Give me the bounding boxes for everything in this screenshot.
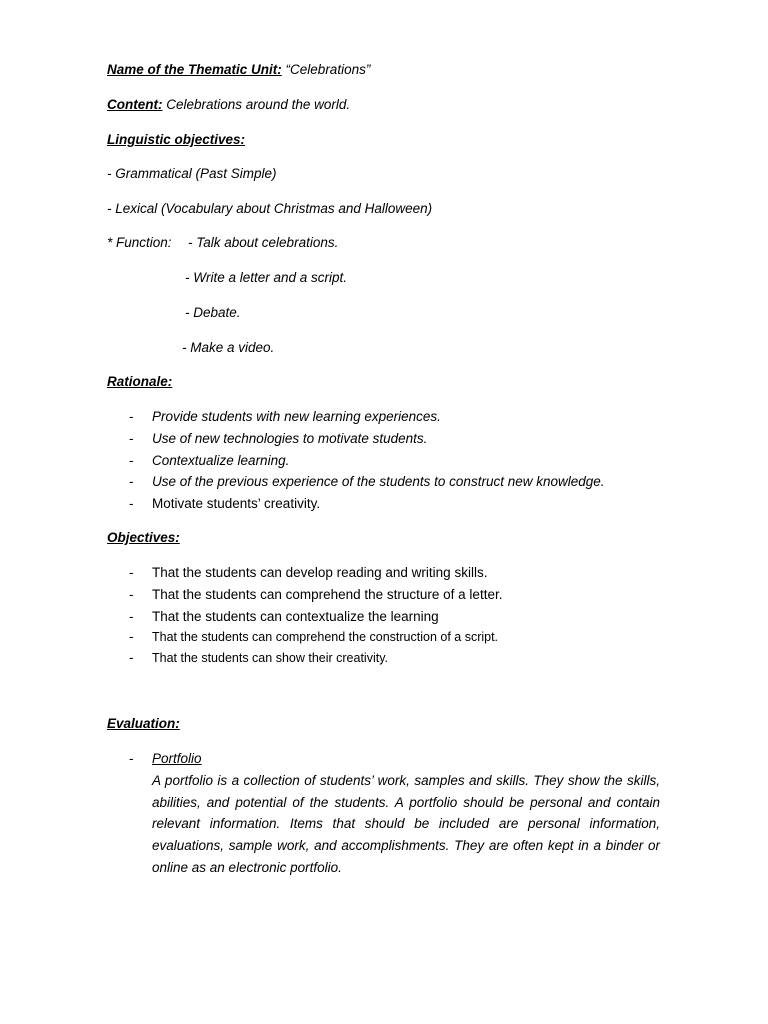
- objective-item: That the students can comprehend the structure of a letter.: [152, 587, 503, 602]
- rationale-item: Contextualize learning.: [152, 453, 290, 468]
- rationale-item: Use of the previous experience of the students to construct new knowledge.: [152, 474, 605, 489]
- list-bullet: -: [129, 474, 134, 489]
- objectives-heading: Objectives:: [107, 530, 180, 545]
- function-label: * Function:: [107, 235, 172, 250]
- list-bullet: -: [129, 453, 134, 468]
- list-bullet: -: [129, 629, 134, 644]
- objective-item: That the students can contextualize the learning: [152, 609, 439, 624]
- objective-item: That the students can develop reading and writing skills.: [152, 565, 488, 580]
- linguistic-objectives-heading: Linguistic objectives:: [107, 132, 246, 147]
- portfolio-paragraph: A portfolio is a collection of students’ work, samples and skills. They show the skills, abilities, and potential of the students. A portfolio should be personal and contain relevant information. Items that should be included are personal information, evaluations, sample work, and accomplishments. They are often kept in a binder or online as an electronic portfolio.: [152, 773, 660, 875]
- linguistic-item-lexical: - Lexical (Vocabulary about Christmas and Halloween): [107, 201, 433, 216]
- rationale-item: Use of new technologies to motivate students.: [152, 431, 428, 446]
- thematic-unit-value: “Celebrations”: [285, 62, 371, 77]
- list-bullet: -: [129, 609, 134, 624]
- list-bullet: -: [129, 650, 134, 665]
- thematic-unit-line: [107, 61, 370, 79]
- objective-item: That the students can show their creativity.: [152, 651, 388, 665]
- list-bullet: -: [129, 751, 134, 766]
- content-label: Content:: [107, 97, 163, 112]
- content-line: [107, 96, 350, 114]
- rationale-item: Provide students with new learning experiences.: [152, 409, 441, 424]
- list-bullet: -: [129, 565, 134, 580]
- function-item: - Debate.: [185, 305, 241, 320]
- linguistic-item-grammatical: - Grammatical (Past Simple): [107, 166, 277, 181]
- thematic-unit-label: Name of the Thematic Unit:: [107, 62, 282, 77]
- function-item: - Make a video.: [182, 340, 275, 355]
- list-bullet: -: [129, 496, 134, 511]
- rationale-item: Motivate students’ creativity.: [152, 496, 321, 511]
- list-bullet: -: [129, 431, 134, 446]
- content-value: Celebrations around the world.: [166, 97, 351, 112]
- list-bullet: -: [129, 587, 134, 602]
- objective-item: That the students can comprehend the construction of a script.: [152, 630, 499, 644]
- portfolio-subheading: Portfolio: [152, 751, 202, 766]
- function-item: - Talk about celebrations.: [188, 235, 339, 250]
- function-item: - Write a letter and a script.: [185, 270, 348, 285]
- rationale-heading: Rationale:: [107, 374, 173, 389]
- list-bullet: -: [129, 409, 134, 424]
- evaluation-heading: Evaluation:: [107, 716, 180, 731]
